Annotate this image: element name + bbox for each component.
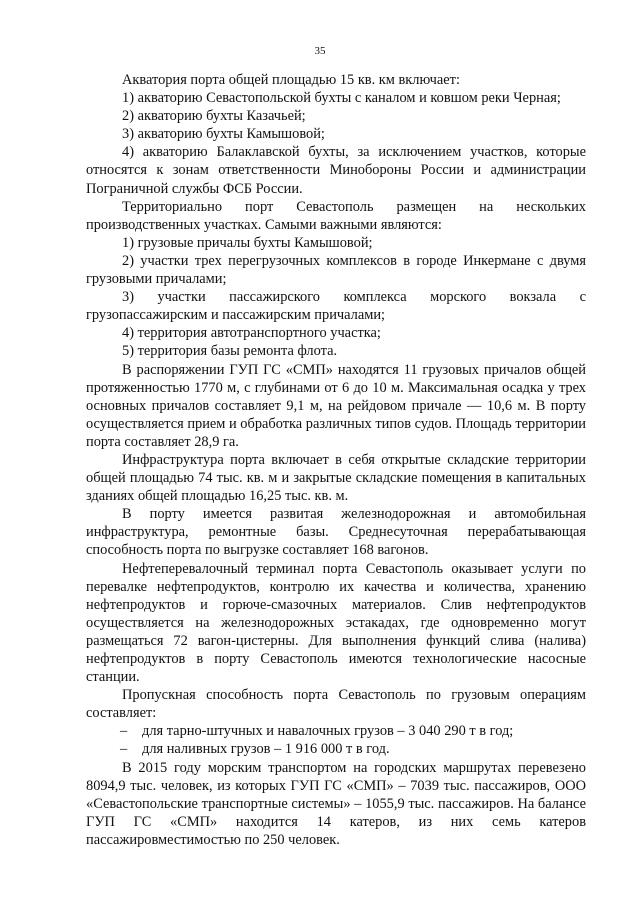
paragraph-kamyshovaya-bay: 3) акваторию бухты Камышовой; [122, 126, 325, 143]
paragraph-berths-info: В распоряжении ГУП ГС «СМП» находятся 11 грузовых причалов общей протяженностью 1770 м, с глубинами от 6 до 10 м. Максимальная осадка у трех основных причалов составляет 9,1 м, на рейдовом причале — 10,6 м. В порту осуществляется прием и обработка различных типов судов. Площадь территории порта составляет 28,9 га. [86, 361, 586, 450]
dash-marker: – [120, 723, 128, 740]
paragraph-cargo-berths: 1) грузовые причалы бухты Камышовой; [122, 234, 373, 251]
document-body [86, 71, 586, 849]
list-item-text: для наливных грузов – 1 916 000 т в год. [142, 741, 390, 758]
paragraph-passengers-2015: В 2015 году морским транспортом на городских маршрутах перевезено 8094,9 тыс. человек, из которых ГУП ГС «СМП» – 7039 тыс. пассажиров, ООО «Севастопольские транспортные системы» – 1055,9 тыс. пассажиров. На балансе ГУП ГС «СМП» находится 14 катеров, из них семь катеров пассажировместимостью по 250 человек. [86, 759, 586, 848]
paragraph-kazachya-bay: 2) акваторию бухты Казачьей; [122, 108, 306, 125]
list-item-text: для тарно-штучных и навалочных грузов – 3 040 290 т в год; [142, 723, 514, 740]
list-item-bulk-cargo [86, 722, 586, 740]
paragraph-motor-transport: 4) территория автотранспортного участка; [122, 325, 381, 342]
paragraph-railway: В порту имеется развитая железнодорожная и автомобильная инфраструктура, ремонтные базы. Среднесуточная перерабатывающая способность порта по выгрузке составляет 168 вагонов. [86, 506, 586, 559]
paragraph-passenger-complex: 3) участки пассажирского комплекса морского вокзала с грузопассажирским и пассажирским причалами; [86, 289, 586, 324]
paragraph-balaklava-bay: 4) акваторию Балаклавской бухты, за исключением участков, которые относятся к зонам ответственности Минобороны России и администрации Пограничной службы ФСБ России. [86, 144, 586, 197]
paragraph-infrastructure: Инфраструктура порта включает в себя открытые складские территории общей площадью 74 тыс. кв. м и закрытые складские помещения в капитальных зданиях общей площадью 16,25 тыс. кв. м. [86, 451, 586, 505]
dash-marker: – [120, 741, 128, 758]
paragraph-oil-terminal: Нефтеперевалочный терминал порта Севастополь оказывает услуги по перевалке нефтепродуктов, контролю их качества и количества, хранению нефтепродуктов и горюче-смазочных материалов. Слив нефтепродуктов осуществляется на железнодорожных эстакадах, где одновременно могут размещаться 72 вагон-цистерны. Для выполнения функций слива (налива) нефтепродуктов в порту Севастополь имеются технологические насосные станции. [86, 560, 586, 686]
paragraph-inkerman-complexes: 2) участки трех перегрузочных комплексов в городе Инкермане с двумя грузовыми причалами; [86, 252, 586, 288]
page-number: 35 [314, 45, 326, 57]
paragraph-fleet-repair: 5) территория базы ремонта флота. [122, 343, 338, 360]
list-item-liquid-cargo [86, 740, 586, 758]
paragraph-water-area-intro: Акватория порта общей площадью 15 кв. км включает: [122, 72, 460, 88]
paragraph-production-sites: Территориально порт Севастополь размещен на нескольких производственных участках. Самыми важными являются: [86, 198, 586, 233]
paragraph-sevastopol-bay: 1) акваторию Севастопольской бухты с каналом и ковшом реки Черная; [122, 90, 561, 107]
paragraph-throughput-intro: Пропускная способность порта Севастополь по грузовым операциям составляет: [86, 687, 586, 722]
